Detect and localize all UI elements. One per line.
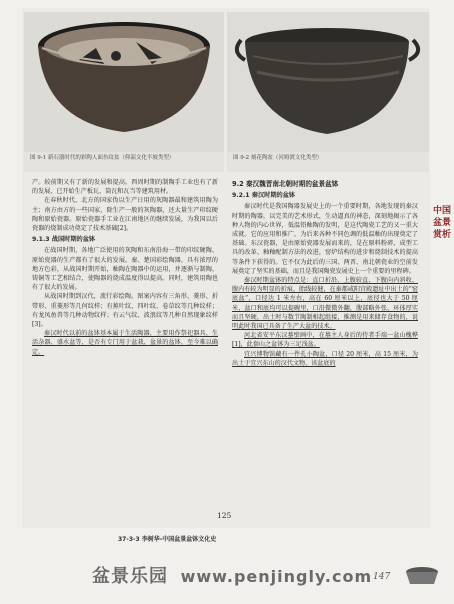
page-number: 125	[217, 511, 232, 520]
chapter-section-heading: 9.2 秦汉魏晋南北朝时期的盆景盆钵	[232, 180, 339, 188]
figure-1	[24, 12, 224, 172]
footer	[0, 528, 454, 604]
left-column	[32, 178, 218, 357]
paragraph: 在春秋时代，北方的国家伪以生产日用的灰陶器最和建筑用陶为主；南方由方的一些国家，除生产一般的灰陶器，还大量生产印纹硬陶和原始瓷器。原始瓷器手工业在江南地区的继续发展，为我国以后瓷器的烧制成功奠定了技术基础[2]。	[32, 197, 218, 233]
underlined-paragraph: 秦汉时期盆钵的特点是：直口折沿、上腹较直、下腹向内斜收、腹内有较为明显的折痕，胎线较健，在秦都咸阳宫殿遗址中出土的“窑底盆”，口径达 1 米左右，高在 60 厘米以上，底径也大于 50 厘米，盆口和底均可以提碗里，口沿微微外翻，腹部略外张，环体厚实而且坚硬，出土时与数节陶制相起组接，推测是用来储存食物的，说明此时我国已具备了生产大盆的技术。	[232, 277, 418, 331]
painted-bowl-image	[24, 12, 224, 152]
underlined-paragraph: 秦汉时代以前的盆钵基本属于生活陶器，主要用作祭祀器具、生活杂器、盛水盆等，是否有专门用于盆栽、盆景的盆钵，至今难以确定。	[32, 330, 218, 356]
watermark	[92, 562, 372, 588]
watermark-url: www.penjingly.com	[180, 567, 373, 586]
paragraph: 从战国时期到汉代，流行彩绘陶。图案内容有三角形、菱形、折带形、重菱形等几何纹样；有蕉叶纹、四叶纹、卷草纹等几种纹样；有龙凤鱼兽等几种动物纹样；有云气纹、波浪纹等几种自然现象纹样[3]。	[32, 293, 218, 329]
section-heading: 9.1.3 战国时期的盆钵	[32, 236, 96, 244]
right-column	[232, 178, 418, 368]
subsection-heading: 9.2.1 秦汉时期的盆钵	[232, 192, 296, 200]
figure-2-caption: 图 9-2 刻花陶盆（河姆渡文化类型）	[233, 155, 323, 161]
paragraph: 在战国时期，各地广泛使用的灰陶和东南沿海一带的印纹硬陶、原始瓷器的生产都有了很大的发展。秦、楚国彩绘陶器，具有浓厚的地方色彩，从战国时期开始，釉陶在陶器中的运用，并逐渐与制陶、铸铜等工艺相结合，使陶器的烧成温度得以提高。同时，建筑用陶也有了很大的发展。	[32, 247, 218, 292]
watermark-cn: 盆景乐园	[92, 566, 168, 587]
figure-2	[227, 12, 429, 172]
page-number-right: 147	[373, 572, 391, 582]
side-title: 中国盆景赏析	[432, 206, 451, 240]
penjing-pot-icon	[402, 564, 442, 590]
carved-basin-image	[227, 12, 429, 152]
underlined-paragraph: 河北省安平东汉墓壁画中，在墓主人身后的侍者手端一盆山槐桦[1]，此套山之盆钵为三足浅盆。	[232, 332, 418, 349]
figure-1-caption: 图 9-1 新石器时代的彩陶人面鱼纹盆（仰韶文化半坡类型）	[30, 155, 175, 161]
book-page	[22, 8, 430, 528]
underlined-paragraph: 宜兴博物馆藏有一件孔小陶盆，口径 20 厘米，高 15 厘米，为出土于宜兴东山的汉代文物，该盆底的	[232, 350, 418, 367]
paragraph: 产。较前期又有了新的发展和提高。西周时期的制陶手工业也有了新的发展，已开始生产板瓦、筒瓦和瓦当等建筑用材。	[32, 179, 218, 196]
paragraph: 秦汉时代是我国陶器发展史上的一个重要时期，各地发现的秦汉时期的陶器，以完美的艺术形式，生动逼真的神态，深刻地揭示了各种人物的内心世界，低温铅釉陶的发明，是这代陶瓷工艺的又一重大成就。它的应用和推广，为后来各种不同色调的低温釉的出现奠定了基础。东汉瓷器，是由原始瓷器发展而来的，是在原料粉碎、成型工具的改革、釉釉配制方法的改进，窑炉结构的进步和烧制技术的提高等条件下获得的。它不仅为此后的三国、两晋、南北朝瓷业的空前发展奠定了坚实的基础，而且是我国陶瓷发展史上一个重要的里程碑。	[232, 203, 418, 275]
source-line: 37-3-3 李树华-中国盆景盆钵文化史	[118, 536, 217, 543]
